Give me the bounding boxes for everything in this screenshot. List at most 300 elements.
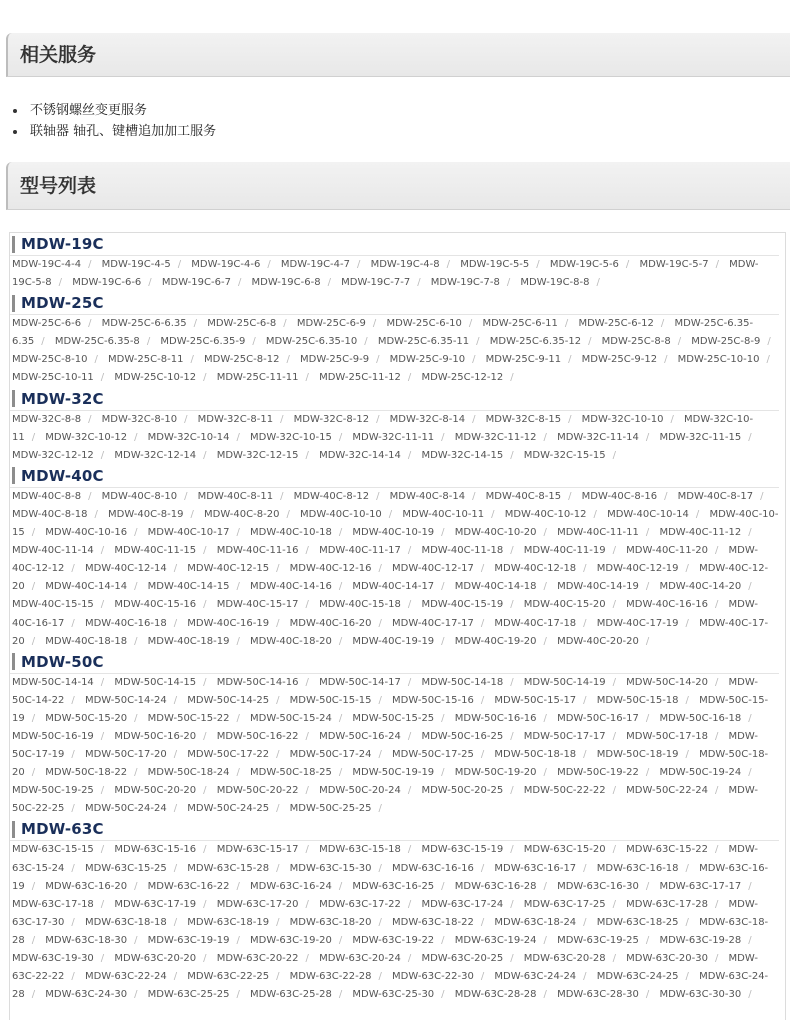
model-link[interactable]: MDW-25C-6-11 (482, 318, 558, 330)
model-link[interactable]: MDW-50C-17-22 (187, 749, 270, 761)
model-link[interactable]: MDW-63C-28-30 (557, 989, 639, 1001)
model-link[interactable]: MDW-40C-11-14 (12, 545, 94, 557)
model-link[interactable]: MDW-40C-10-12 (504, 508, 587, 520)
model-link[interactable]: MDW-19C-4-6 (191, 259, 261, 270)
model-link[interactable]: MDW-50C-18-22 (45, 767, 128, 779)
model-link[interactable]: MDW-40C-8-15 (485, 490, 562, 502)
model-link[interactable]: MDW-63C-16-30 (557, 880, 639, 892)
model-link[interactable]: MDW-50C-16-20 (114, 730, 197, 742)
model-link[interactable]: MDW-25C-9-11 (485, 354, 562, 366)
model-link[interactable]: MDW-40C-12-12 (12, 545, 758, 575)
model-link[interactable]: MDW-50C-18-25 (250, 767, 332, 779)
model-link[interactable]: MDW-19C-6-6 (72, 277, 142, 289)
model-link[interactable]: MDW-63C-17-28 (626, 898, 708, 910)
model-link[interactable]: MDW-63C-20-25 (421, 953, 504, 964)
model-link[interactable]: MDW-19C-4-5 (101, 259, 171, 270)
service-item[interactable] (30, 100, 216, 121)
separator: / (612, 785, 616, 797)
separator: / (506, 277, 511, 289)
model-link[interactable]: MDW-50C-20-20 (114, 785, 197, 797)
model-link[interactable]: MDW-40C-18-20 (250, 635, 332, 647)
model-link[interactable]: MDW-50C-19-20 (454, 767, 537, 779)
model-link[interactable]: MDW-50C-15-16 (392, 694, 474, 706)
model-link[interactable]: MDW-19C-5-5 (460, 259, 530, 270)
model-link[interactable]: MDW-63C-30-30 (659, 989, 742, 1001)
separator: / (407, 545, 412, 557)
model-link[interactable]: MDW-63C-15-19 (421, 844, 504, 856)
model-link[interactable]: MDW-50C-17-17 (523, 730, 606, 742)
model-link[interactable]: MDW-50C-19-25 (12, 785, 94, 797)
separator: / (173, 617, 178, 629)
model-link[interactable]: MDW-25C-9-10 (389, 354, 466, 366)
model-link[interactable]: MDW-40C-8-12 (293, 490, 370, 502)
model-link[interactable]: MDW-63C-16-20 (45, 880, 128, 892)
model-link[interactable]: MDW-63C-22-30 (392, 971, 474, 983)
model-link[interactable]: MDW-40C-10-11 (402, 508, 485, 520)
model-link[interactable]: MDW-63C-19-22 (352, 934, 435, 946)
separator: / (305, 449, 309, 461)
model-link[interactable]: MDW-63C-24-28 (12, 971, 769, 1001)
model-link[interactable]: MDW-19C-7-7 (341, 277, 411, 289)
model-link[interactable]: MDW-50C-14-15 (114, 676, 197, 688)
model-link[interactable]: MDW-50C-17-25 (392, 749, 474, 761)
model-link[interactable]: MDW-40C-8-11 (197, 490, 274, 502)
model-link[interactable]: MDW-50C-14-24 (84, 694, 167, 706)
model-link[interactable]: MDW-40C-17-17 (392, 617, 474, 629)
model-link[interactable]: MDW-40C-18-19 (147, 635, 230, 647)
model-link[interactable]: MDW-50C-17-24 (289, 749, 372, 761)
model-link[interactable]: MDW-19C-5-6 (549, 259, 619, 270)
model-link[interactable]: MDW-50C-16-25 (421, 730, 504, 742)
model-link[interactable]: MDW-63C-19-20 (250, 934, 332, 946)
model-link[interactable]: MDW-40C-14-18 (454, 581, 537, 593)
model-link[interactable]: MDW-32C-11-15 (659, 431, 742, 443)
separator: / (31, 880, 36, 892)
model-link[interactable]: MDW-25C-6.35-10 (265, 336, 358, 348)
separator: / (184, 490, 188, 502)
model-link[interactable]: MDW-25C-6-6 (12, 318, 82, 330)
separator: / (685, 862, 689, 874)
model-link[interactable]: MDW-63C-19-30 (12, 953, 94, 964)
model-link[interactable]: MDW-63C-18-18 (84, 916, 167, 928)
model-link[interactable]: MDW-40C-8-18 (12, 508, 88, 520)
separator: / (685, 749, 689, 761)
model-link[interactable]: MDW-40C-14-15 (147, 581, 230, 593)
model-link[interactable]: MDW-32C-12-12 (12, 449, 94, 461)
separator: / (190, 508, 194, 520)
model-link[interactable]: MDW-32C-10-10 (581, 413, 664, 425)
model-link[interactable]: MDW-40C-17-18 (494, 617, 577, 629)
model-link[interactable]: MDW-63C-19-25 (557, 934, 639, 946)
model-link[interactable]: MDW-25C-10-11 (12, 372, 94, 384)
model-link[interactable]: MDW-50C-14-20 (626, 676, 708, 688)
separator: / (583, 694, 587, 706)
model-link[interactable]: MDW-50C-19-24 (659, 767, 742, 779)
model-link[interactable]: MDW-63C-22-24 (84, 971, 167, 983)
model-link[interactable]: MDW-25C-6.35-6.35 (12, 318, 754, 348)
model-link[interactable]: MDW-50C-15-24 (250, 712, 332, 724)
separator: / (203, 785, 207, 797)
separator: / (407, 676, 412, 688)
model-link[interactable]: MDW-32C-8-15 (485, 413, 562, 425)
model-link[interactable]: MDW-50C-16-24 (319, 730, 401, 742)
separator: / (476, 336, 480, 348)
separator: / (596, 277, 600, 289)
model-link[interactable]: MDW-32C-10-15 (250, 431, 332, 443)
model-link[interactable]: MDW-50C-18-24 (147, 767, 230, 779)
model-link[interactable]: MDW-50C-18-18 (494, 749, 577, 761)
model-link[interactable]: MDW-63C-16-28 (454, 880, 537, 892)
model-link[interactable]: MDW-19C-7-8 (430, 277, 500, 289)
model-link[interactable]: MDW-40C-15-15 (12, 599, 94, 611)
model-link[interactable]: MDW-40C-11-20 (626, 545, 708, 557)
separator: / (100, 730, 105, 742)
model-link[interactable]: MDW-32C-10-12 (45, 431, 128, 443)
model-link[interactable]: MDW-50C-14-16 (216, 676, 299, 688)
separator: / (236, 934, 240, 946)
model-link[interactable]: MDW-63C-15-15 (12, 844, 94, 856)
model-link[interactable]: MDW-40C-8-20 (204, 508, 280, 520)
separator: / (100, 372, 105, 384)
separator: / (134, 767, 138, 779)
model-link[interactable]: MDW-40C-11-11 (557, 527, 639, 539)
model-link[interactable]: MDW-50C-16-22 (216, 730, 299, 742)
model-link[interactable]: MDW-63C-18-22 (392, 916, 474, 928)
model-link[interactable]: MDW-25C-6-12 (578, 318, 654, 330)
separator: / (305, 372, 309, 384)
model-link[interactable]: MDW-50C-20-25 (421, 785, 504, 797)
model-link[interactable]: MDW-40C-12-20 (12, 563, 769, 593)
model-link[interactable]: MDW-63C-25-28 (250, 989, 332, 1001)
model-link[interactable]: MDW-50C-18-20 (12, 749, 769, 779)
separator: / (543, 431, 547, 443)
model-link[interactable]: MDW-50C-25-25 (289, 803, 372, 815)
model-link[interactable]: MDW-63C-18-19 (187, 916, 270, 928)
model-link[interactable]: MDW-40C-11-19 (523, 545, 606, 557)
model-link[interactable]: MDW-50C-14-25 (187, 694, 270, 706)
model-link[interactable]: MDW-63C-16-25 (352, 880, 435, 892)
model-link[interactable]: MDW-32C-8-10 (101, 413, 178, 425)
separator: / (645, 527, 650, 539)
model-link[interactable]: MDW-19C-4-7 (280, 259, 350, 270)
model-link[interactable]: MDW-40C-8-19 (108, 508, 184, 520)
model-link[interactable]: MDW-40C-12-14 (84, 563, 167, 575)
separator: / (276, 694, 280, 706)
model-link[interactable]: MDW-63C-20-24 (319, 953, 401, 964)
model-link[interactable]: MDW-19C-4-8 (370, 259, 440, 270)
model-link[interactable]: MDW-63C-15-17 (216, 844, 299, 856)
model-link[interactable]: MDW-63C-19-24 (454, 934, 537, 946)
separator: / (280, 413, 284, 425)
model-link[interactable]: MDW-32C-12-15 (216, 449, 299, 461)
model-link[interactable]: MDW-50C-16-18 (659, 712, 742, 724)
separator: / (71, 617, 75, 629)
separator: / (378, 617, 382, 629)
model-link[interactable]: MDW-50C-15-25 (352, 712, 435, 724)
model-link[interactable]: MDW-63C-24-30 (45, 989, 128, 1001)
model-link[interactable]: MDW-25C-6.35-11 (377, 336, 470, 348)
model-link[interactable]: MDW-50C-17-18 (626, 730, 708, 742)
model-link[interactable]: MDW-40C-14-14 (45, 581, 128, 593)
model-link[interactable]: MDW-63C-18-20 (289, 916, 372, 928)
separator: / (583, 862, 587, 874)
model-link[interactable]: MDW-25C-9-9 (300, 354, 370, 366)
separator: / (510, 844, 514, 856)
model-link[interactable]: MDW-25C-6-6.35 (101, 318, 187, 330)
model-link[interactable]: MDW-40C-12-15 (187, 563, 270, 575)
model-link[interactable]: MDW-50C-17-20 (84, 749, 167, 761)
model-link[interactable]: MDW-32C-12-14 (114, 449, 197, 461)
model-link[interactable]: MDW-63C-17-22 (319, 898, 401, 910)
model-link[interactable]: MDW-40C-19-20 (454, 635, 537, 647)
model-link[interactable]: MDW-40C-20-20 (557, 635, 639, 647)
model-link[interactable]: MDW-50C-18-19 (596, 749, 679, 761)
model-link[interactable]: MDW-25C-10-12 (114, 372, 197, 384)
model-link[interactable]: MDW-25C-8-11 (108, 354, 184, 366)
separator: / (203, 599, 207, 611)
model-group-title: MDW-19C (21, 235, 104, 253)
model-link[interactable]: MDW-40C-15-18 (319, 599, 401, 611)
model-link[interactable]: MDW-32C-8-12 (293, 413, 370, 425)
model-link[interactable]: MDW-63C-17-30 (12, 898, 758, 928)
model-link[interactable]: MDW-63C-18-28 (12, 916, 769, 946)
model-link[interactable]: MDW-40C-16-16 (626, 599, 708, 611)
model-link[interactable]: MDW-40C-15-16 (114, 599, 197, 611)
model-link[interactable]: MDW-40C-17-20 (12, 617, 769, 647)
model-link[interactable]: MDW-40C-14-19 (557, 581, 639, 593)
model-link[interactable]: MDW-63C-16-19 (12, 862, 769, 892)
model-link[interactable]: MDW-63C-25-30 (352, 989, 435, 1001)
model-link[interactable]: MDW-50C-20-24 (319, 785, 401, 797)
model-link[interactable]: MDW-63C-15-20 (523, 844, 606, 856)
model-link[interactable]: MDW-50C-14-14 (12, 676, 94, 688)
model-link[interactable]: MDW-40C-19-19 (352, 635, 435, 647)
model-link[interactable]: MDW-50C-22-24 (626, 785, 708, 797)
model-link[interactable]: MDW-63C-19-19 (147, 934, 230, 946)
model-link[interactable]: MDW-19C-8-8 (520, 277, 590, 289)
model-link[interactable]: MDW-40C-12-18 (494, 563, 577, 575)
model-link[interactable]: MDW-63C-25-25 (147, 989, 230, 1001)
model-link[interactable]: MDW-50C-16-16 (454, 712, 537, 724)
model-link[interactable]: MDW-25C-6-10 (386, 318, 462, 330)
model-link[interactable]: MDW-32C-8-8 (12, 413, 82, 425)
model-link[interactable]: MDW-25C-9-12 (581, 354, 658, 366)
separator: / (583, 971, 587, 983)
model-link[interactable]: MDW-50C-14-22 (12, 676, 758, 706)
model-link[interactable]: MDW-63C-28-28 (454, 989, 537, 1001)
model-link[interactable]: MDW-40C-8-16 (581, 490, 658, 502)
model-link[interactable]: MDW-50C-24-24 (84, 803, 167, 815)
model-link[interactable]: MDW-63C-15-25 (84, 862, 167, 874)
separator: / (685, 563, 689, 575)
model-link[interactable]: MDW-63C-15-28 (187, 862, 270, 874)
model-link[interactable]: MDW-40C-14-17 (352, 581, 435, 593)
model-link[interactable]: MDW-50C-16-17 (557, 712, 639, 724)
model-link[interactable]: MDW-50C-22-25 (12, 785, 758, 815)
model-link[interactable]: MDW-63C-17-18 (12, 898, 94, 910)
model-link[interactable]: MDW-19C-6-8 (251, 277, 321, 289)
model-link[interactable]: MDW-50C-14-19 (523, 676, 606, 688)
model-link[interactable]: MDW-25C-6-9 (296, 318, 366, 330)
model-link[interactable]: MDW-63C-17-19 (114, 898, 197, 910)
model-link[interactable]: MDW-40C-16-19 (187, 617, 270, 629)
model-link[interactable]: MDW-40C-10-19 (352, 527, 435, 539)
model-link[interactable]: MDW-50C-15-22 (147, 712, 230, 724)
model-link[interactable]: MDW-25C-8-12 (204, 354, 280, 366)
model-link[interactable]: MDW-63C-16-17 (494, 862, 577, 874)
model-link[interactable]: MDW-32C-8-14 (389, 413, 466, 425)
model-link[interactable]: MDW-40C-12-19 (596, 563, 679, 575)
model-link[interactable]: MDW-40C-10-15 (12, 508, 779, 539)
model-link[interactable]: MDW-63C-15-24 (12, 844, 758, 874)
model-link[interactable]: MDW-63C-15-18 (319, 844, 401, 856)
model-link[interactable]: MDW-40C-10-18 (250, 527, 332, 539)
model-link[interactable]: MDW-25C-6.35-8 (54, 336, 140, 348)
model-link[interactable]: MDW-40C-11-15 (114, 545, 197, 557)
model-link[interactable]: MDW-63C-16-22 (147, 880, 230, 892)
model-link[interactable]: MDW-63C-18-30 (45, 934, 128, 946)
model-link[interactable]: MDW-40C-14-16 (250, 581, 332, 593)
separator: / (184, 413, 188, 425)
model-link[interactable]: MDW-50C-14-17 (319, 676, 401, 688)
model-link[interactable]: MDW-63C-22-28 (289, 971, 372, 983)
model-link[interactable]: MDW-40C-16-20 (289, 617, 372, 629)
model-link[interactable]: MDW-63C-15-22 (626, 844, 708, 856)
service-link-stainless-screw[interactable]: 不锈钢螺丝变更服务 (30, 103, 148, 118)
model-link[interactable]: MDW-40C-10-20 (454, 527, 537, 539)
model-link[interactable]: MDW-40C-11-12 (659, 527, 742, 539)
model-link[interactable]: MDW-50C-20-22 (216, 785, 299, 797)
model-link[interactable]: MDW-50C-16-19 (12, 730, 94, 742)
model-link[interactable]: MDW-40C-11-18 (421, 545, 504, 557)
model-link[interactable]: MDW-50C-15-18 (596, 694, 679, 706)
service-link-bore-keyway[interactable]: 联轴器 轴孔、键槽追加加工服务 (30, 124, 217, 139)
separator: / (510, 785, 514, 797)
model-link[interactable]: MDW-50C-17-19 (12, 730, 758, 761)
separator: / (338, 635, 343, 647)
model-link[interactable]: MDW-40C-10-17 (147, 527, 230, 539)
model-group-mdw-63c (10, 818, 785, 1004)
model-link[interactable]: MDW-40C-16-17 (12, 599, 758, 629)
model-link[interactable]: MDW-25C-8-9 (691, 336, 761, 348)
model-link[interactable]: MDW-63C-20-30 (626, 953, 708, 964)
model-link[interactable]: MDW-63C-20-20 (114, 953, 197, 964)
separator: / (446, 259, 451, 270)
model-link[interactable]: MDW-32C-14-15 (421, 449, 504, 461)
model-link[interactable]: MDW-19C-6-7 (161, 277, 231, 289)
model-link[interactable]: MDW-63C-22-22 (12, 953, 758, 983)
model-link[interactable]: MDW-50C-15-20 (45, 712, 128, 724)
model-link[interactable]: MDW-40C-10-16 (45, 527, 128, 539)
model-link[interactable]: MDW-63C-16-18 (596, 862, 679, 874)
separator: / (305, 898, 309, 910)
model-link[interactable]: MDW-25C-11-12 (319, 372, 401, 384)
model-link[interactable]: MDW-40C-15-17 (216, 599, 299, 611)
model-link[interactable]: MDW-40C-15-19 (421, 599, 504, 611)
model-link[interactable]: MDW-19C-4-4 (12, 259, 82, 270)
separator: / (31, 767, 36, 779)
model-link[interactable]: MDW-25C-11-11 (216, 372, 299, 384)
model-link[interactable]: MDW-63C-20-28 (523, 953, 606, 964)
model-link[interactable]: MDW-40C-8-8 (12, 490, 82, 502)
model-group-title: MDW-50C (21, 652, 104, 671)
model-link[interactable]: MDW-40C-18-18 (45, 635, 128, 647)
model-link[interactable]: MDW-40C-14-20 (659, 581, 742, 593)
model-link[interactable]: MDW-32C-10-11 (12, 413, 754, 443)
model-link[interactable]: MDW-63C-22-25 (187, 971, 270, 983)
model-link[interactable]: MDW-40C-17-19 (596, 617, 679, 629)
separator: / (173, 803, 178, 815)
service-item[interactable] (30, 121, 216, 142)
model-link[interactable]: MDW-40C-11-17 (319, 545, 401, 557)
model-link[interactable]: MDW-32C-11-12 (454, 431, 537, 443)
model-link[interactable]: MDW-63C-24-24 (494, 971, 577, 983)
model-link[interactable]: MDW-63C-24-25 (596, 971, 679, 983)
model-link[interactable]: MDW-25C-8-8 (601, 336, 671, 348)
model-link[interactable]: MDW-32C-11-11 (352, 431, 435, 443)
model-link[interactable]: MDW-50C-15-17 (494, 694, 577, 706)
model-link[interactable]: MDW-50C-14-18 (421, 676, 504, 688)
separator: / (714, 953, 719, 964)
model-link[interactable]: MDW-63C-19-28 (659, 934, 742, 946)
model-link[interactable]: MDW-19C-5-7 (639, 259, 709, 270)
model-link[interactable]: MDW-63C-17-17 (659, 880, 742, 892)
model-link[interactable]: MDW-40C-16-18 (84, 617, 167, 629)
model-link[interactable]: MDW-63C-18-25 (596, 916, 679, 928)
model-link[interactable]: MDW-32C-14-14 (319, 449, 401, 461)
model-link[interactable]: MDW-50C-24-25 (187, 803, 270, 815)
model-link[interactable]: MDW-25C-8-10 (12, 354, 88, 366)
model-link[interactable]: MDW-32C-10-14 (147, 431, 230, 443)
model-link[interactable]: MDW-50C-15-19 (12, 694, 769, 724)
model-link[interactable]: MDW-25C-6.35-9 (160, 336, 246, 348)
model-link[interactable]: MDW-40C-8-10 (101, 490, 178, 502)
model-link[interactable]: MDW-40C-12-16 (289, 563, 372, 575)
model-link[interactable]: MDW-32C-15-15 (523, 449, 606, 461)
model-link[interactable]: MDW-63C-15-16 (114, 844, 197, 856)
model-link[interactable]: MDW-63C-17-20 (216, 898, 299, 910)
model-link[interactable]: MDW-32C-8-11 (197, 413, 274, 425)
separator: / (480, 563, 485, 575)
model-link[interactable]: MDW-25C-12-12 (421, 372, 504, 384)
model-link[interactable]: MDW-40C-8-14 (389, 490, 466, 502)
model-link[interactable]: MDW-25C-10-10 (677, 354, 760, 366)
model-link[interactable]: MDW-25C-6-8 (207, 318, 277, 330)
model-link[interactable]: MDW-63C-18-24 (494, 916, 577, 928)
model-link[interactable]: MDW-32C-11-14 (557, 431, 639, 443)
model-link[interactable]: MDW-40C-15-20 (523, 599, 606, 611)
model-link[interactable]: MDW-50C-19-22 (557, 767, 639, 779)
model-link[interactable]: MDW-63C-17-24 (421, 898, 504, 910)
model-link[interactable]: MDW-63C-16-24 (250, 880, 332, 892)
model-link[interactable]: MDW-63C-17-25 (523, 898, 606, 910)
model-link[interactable]: MDW-63C-20-22 (216, 953, 299, 964)
model-link[interactable]: MDW-50C-22-22 (523, 785, 606, 797)
model-link[interactable]: MDW-40C-8-17 (677, 490, 754, 502)
model-link[interactable]: MDW-25C-6.35-12 (489, 336, 582, 348)
model-link[interactable]: MDW-40C-10-14 (607, 508, 689, 520)
model-link[interactable]: MDW-63C-15-30 (289, 862, 372, 874)
model-link[interactable]: MDW-50C-19-19 (352, 767, 435, 779)
separator: / (378, 749, 382, 761)
model-link[interactable]: MDW-50C-15-15 (289, 694, 372, 706)
model-link[interactable]: MDW-40C-12-17 (392, 563, 474, 575)
separator: / (276, 803, 280, 815)
model-link[interactable]: MDW-19C-5-8 (12, 259, 759, 289)
model-link[interactable]: MDW-63C-16-16 (392, 862, 474, 874)
model-link[interactable]: MDW-40C-10-10 (300, 508, 382, 520)
model-link[interactable]: MDW-40C-11-16 (216, 545, 299, 557)
